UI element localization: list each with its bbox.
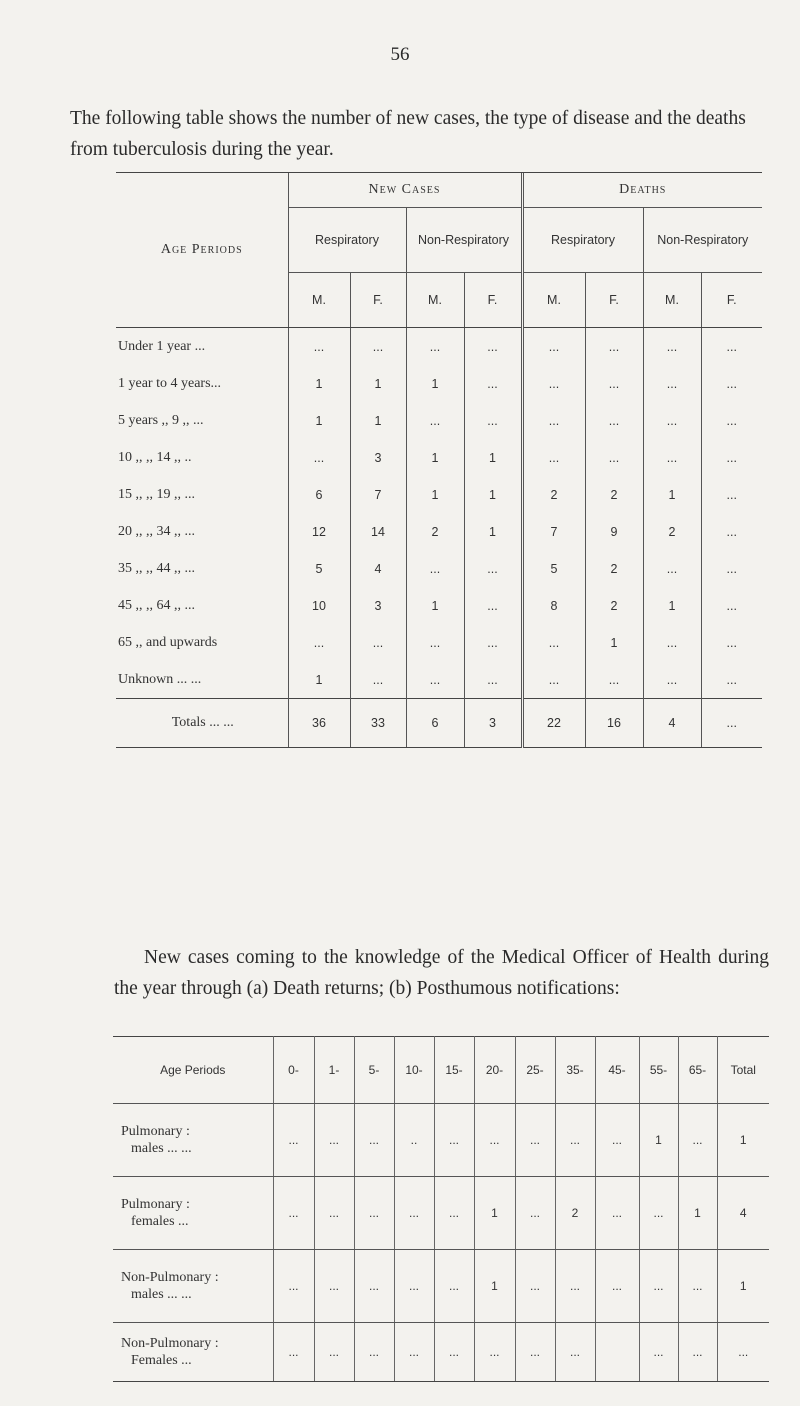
age-column-header: 0-	[273, 1037, 314, 1104]
table-cell: ...	[522, 402, 585, 439]
table-cell: ...	[515, 1323, 555, 1382]
table-cell: ...	[726, 561, 737, 576]
table-row	[116, 476, 762, 513]
age-column-header: 35-	[555, 1037, 595, 1104]
table-cell: 7	[350, 476, 406, 513]
table-row	[116, 328, 762, 366]
col-header-m: M.	[288, 273, 350, 328]
table-cell: 1	[464, 476, 522, 513]
table-cell: ...	[434, 1177, 474, 1250]
table-cell: ...	[726, 672, 737, 687]
notifications-table	[113, 1036, 769, 1382]
table-cell: ...	[678, 1104, 717, 1177]
table-cell: ...	[314, 1104, 354, 1177]
row-label	[113, 1250, 273, 1323]
table-cell: 3	[350, 587, 406, 624]
table-cell: 1	[288, 402, 350, 439]
table-cell: ...	[643, 365, 701, 402]
col-header-f: F.	[701, 273, 762, 328]
table-cell: ...	[350, 624, 406, 661]
deaths-respiratory-header: Respiratory	[522, 208, 643, 273]
table-cell: ...	[639, 1250, 678, 1323]
table-cell: ...	[726, 339, 737, 354]
row-label: Totals ... ...	[116, 699, 288, 748]
table-cell: 8	[522, 587, 585, 624]
table-cell: 1	[717, 1250, 769, 1323]
table-cell: 1	[585, 624, 643, 661]
table-cell: 6	[288, 476, 350, 513]
table-row	[113, 1104, 769, 1177]
table-cell: 10	[288, 587, 350, 624]
table-cell: 1	[464, 439, 522, 476]
table-row	[116, 439, 762, 476]
table-cell: ...	[643, 328, 701, 366]
table-cell: ...	[701, 699, 762, 748]
table-cell: ...	[555, 1104, 595, 1177]
table-row	[116, 402, 762, 439]
age-column-header: 55-	[639, 1037, 678, 1104]
table-cell: 2	[555, 1177, 595, 1250]
table-cell: ...	[643, 550, 701, 587]
age-column-header: Total	[717, 1037, 769, 1104]
totals-row	[116, 699, 762, 748]
table-row	[116, 365, 762, 402]
deaths-header: Deaths	[522, 173, 762, 208]
table-cell: ...	[522, 661, 585, 699]
table-cell: ...	[314, 1177, 354, 1250]
table-cell: ...	[585, 328, 643, 366]
table-cell: ...	[555, 1250, 595, 1323]
row-label: 5 years ,, 9 ,, ...	[116, 402, 288, 439]
row-label-line-1: Pulmonary :	[121, 1197, 190, 1212]
table-row	[116, 624, 762, 661]
table-cell: 1	[288, 661, 350, 699]
table-cell: 4	[350, 550, 406, 587]
table-cell: ...	[726, 376, 737, 391]
table-cell: ...	[464, 661, 522, 699]
table-cell: ...	[434, 1104, 474, 1177]
new-respiratory-header: Respiratory	[288, 208, 406, 273]
table-row	[113, 1177, 769, 1250]
table-cell: ...	[273, 1250, 314, 1323]
table-cell: ...	[726, 450, 737, 465]
table-cell: ...	[595, 1104, 639, 1177]
row-label: 1 year to 4 years...	[116, 365, 288, 402]
table-row	[116, 550, 762, 587]
table-cell: ...	[406, 624, 464, 661]
table-cell: ...	[726, 524, 737, 539]
col-header-m: M.	[643, 273, 701, 328]
table-cell: ...	[314, 1250, 354, 1323]
row-label: Unknown ... ...	[116, 661, 288, 699]
new-non-respiratory-header: Non-Respiratory	[406, 208, 522, 273]
table-cell: ...	[464, 550, 522, 587]
age-column-header: 15-	[434, 1037, 474, 1104]
intro-paragraph: The following table shows the number of new cases, the type of disease and the deaths from tuberculosis during the year.	[70, 108, 746, 160]
row-label: 15 ,, ,, 19 ,, ...	[116, 476, 288, 513]
table-cell: 1	[474, 1177, 515, 1250]
table-cell: 2	[406, 513, 464, 550]
table-cell: ...	[406, 661, 464, 699]
table-cell: ...	[273, 1104, 314, 1177]
table-row	[116, 661, 762, 699]
table-cell: ...	[354, 1250, 394, 1323]
table-cell: ...	[643, 402, 701, 439]
table-cell: ...	[394, 1250, 434, 1323]
table-cell: 1	[406, 365, 464, 402]
table-cell: ...	[643, 661, 701, 699]
table-cell: ...	[394, 1177, 434, 1250]
table-cell: ...	[515, 1250, 555, 1323]
table-cell: ...	[474, 1323, 515, 1382]
table-cell: ...	[464, 328, 522, 366]
row-label: 45 ,, ,, 64 ,, ...	[116, 587, 288, 624]
age-periods-header: Age Periods	[116, 173, 288, 328]
table-cell: ...	[406, 402, 464, 439]
table-cell: ...	[394, 1323, 434, 1382]
table-cell: ...	[522, 365, 585, 402]
row-label	[113, 1323, 273, 1382]
table-cell: 7	[522, 513, 585, 550]
row-label: 10 ,, ,, 14 ,, ..	[116, 439, 288, 476]
table-cell: ...	[522, 624, 585, 661]
col-header-f: F.	[464, 273, 522, 328]
row-label: Under 1 year ...	[116, 328, 288, 366]
table-cell: ...	[406, 328, 464, 366]
deaths-non-respiratory-header: Non-Respiratory	[643, 208, 762, 273]
table-cell: 4	[717, 1177, 769, 1250]
table-cell: 1	[406, 587, 464, 624]
table-cell: ...	[639, 1177, 678, 1250]
table-cell: ...	[464, 624, 522, 661]
table-cell: ...	[585, 439, 643, 476]
table-cell: ...	[585, 402, 643, 439]
table-cell: 5	[522, 550, 585, 587]
table-cell: 2	[585, 476, 643, 513]
table-cell: ...	[474, 1104, 515, 1177]
table-cell: 1	[643, 587, 701, 624]
table-cell: 6	[406, 699, 464, 748]
table-cell: ...	[522, 328, 585, 366]
col-header-f: F.	[585, 273, 643, 328]
table-cell: 2	[522, 476, 585, 513]
table-cell: ...	[678, 1250, 717, 1323]
table-cell: ...	[522, 439, 585, 476]
row-label: 65 ,, and upwards	[116, 624, 288, 661]
table-cell: 2	[585, 550, 643, 587]
row-label-line-2: males ... ...	[131, 1141, 192, 1156]
table-cell: 4	[643, 699, 701, 748]
row-label-line-1: Pulmonary :	[121, 1124, 190, 1139]
table-cell: ...	[595, 1250, 639, 1323]
table-cell: 1	[717, 1104, 769, 1177]
intro-paragraph-2: New cases coming to the knowledge of the Medical Officer of Health during the year through (a) Death returns; (b) Posthumous notifications:	[114, 947, 769, 999]
new-cases-header: New Cases	[288, 173, 522, 208]
table-cell: ...	[726, 598, 737, 613]
row-label-line-1: Non-Pulmonary :	[121, 1336, 219, 1351]
table-cell: ...	[726, 635, 737, 650]
table-row	[113, 1323, 769, 1382]
table-cell: ...	[726, 487, 737, 502]
table-cell: ...	[354, 1323, 394, 1382]
table-cell: ...	[726, 413, 737, 428]
row-label-line-2: males ... ...	[131, 1287, 192, 1302]
age-column-header: 65-	[678, 1037, 717, 1104]
table-cell: 1	[406, 439, 464, 476]
table-cell: 1	[678, 1177, 717, 1250]
age-column-header: 45-	[595, 1037, 639, 1104]
table-row	[116, 587, 762, 624]
table-cell: ...	[273, 1177, 314, 1250]
page-number: 56	[390, 44, 410, 65]
table-cell: ...	[350, 328, 406, 366]
table-cell: ...	[354, 1177, 394, 1250]
row-label-line-1: Non-Pulmonary :	[121, 1270, 219, 1285]
table-cell	[595, 1323, 639, 1382]
table-cell: 33	[350, 699, 406, 748]
table-cell: 2	[643, 513, 701, 550]
table-cell: ...	[585, 661, 643, 699]
table-cell: ...	[595, 1177, 639, 1250]
table-cell: ...	[515, 1104, 555, 1177]
table-cell: 2	[585, 587, 643, 624]
table-cell: ...	[350, 661, 406, 699]
table-cell: ...	[434, 1250, 474, 1323]
row-label-line-2: Females ...	[131, 1353, 192, 1368]
table-cell: 1	[406, 476, 464, 513]
table-cell: ...	[717, 1323, 769, 1382]
age-column-header: 1-	[314, 1037, 354, 1104]
row-label	[113, 1177, 273, 1250]
table-cell: ...	[314, 1323, 354, 1382]
table-cell: ...	[464, 365, 522, 402]
table-cell: ...	[643, 439, 701, 476]
col-header-m: M.	[406, 273, 464, 328]
table-cell: 5	[288, 550, 350, 587]
row-label	[113, 1104, 273, 1177]
table-cell: 1	[288, 365, 350, 402]
age-periods-header: Age Periods	[113, 1037, 273, 1104]
table-cell: ...	[464, 587, 522, 624]
age-column-header: 20-	[474, 1037, 515, 1104]
table-cell: 22	[522, 699, 585, 748]
table-cell: 3	[464, 699, 522, 748]
table-cell: 9	[585, 513, 643, 550]
table-row	[113, 1250, 769, 1323]
table-cell: 1	[474, 1250, 515, 1323]
table-cell: ...	[464, 402, 522, 439]
age-column-header: 10-	[394, 1037, 434, 1104]
tuberculosis-cases-deaths-table	[116, 172, 762, 748]
table-cell: ...	[434, 1323, 474, 1382]
table-cell: ...	[678, 1323, 717, 1382]
table-cell: ...	[585, 365, 643, 402]
table-cell: 36	[288, 699, 350, 748]
col-header-f: F.	[350, 273, 406, 328]
table-cell: 1	[643, 476, 701, 513]
table-row	[116, 513, 762, 550]
age-column-header: 5-	[354, 1037, 394, 1104]
row-label-line-2: females ...	[131, 1214, 189, 1229]
table-cell: ...	[643, 624, 701, 661]
table-cell: ...	[288, 624, 350, 661]
table-cell: ...	[273, 1323, 314, 1382]
table-cell: ...	[639, 1323, 678, 1382]
table-cell: ...	[515, 1177, 555, 1250]
table-cell: 3	[350, 439, 406, 476]
col-header-m: M.	[522, 273, 585, 328]
age-column-header: 25-	[515, 1037, 555, 1104]
table-cell: 16	[585, 699, 643, 748]
table-cell: 14	[350, 513, 406, 550]
table-cell: 12	[288, 513, 350, 550]
table-cell: 1	[350, 365, 406, 402]
table-cell: 1	[639, 1104, 678, 1177]
table-cell: 1	[464, 513, 522, 550]
table-cell: ...	[354, 1104, 394, 1177]
table-cell: ...	[555, 1323, 595, 1382]
row-label: 20 ,, ,, 34 ,, ...	[116, 513, 288, 550]
table-cell: 1	[350, 402, 406, 439]
row-label: 35 ,, ,, 44 ,, ...	[116, 550, 288, 587]
table-cell: ...	[406, 550, 464, 587]
table-cell: ..	[394, 1104, 434, 1177]
table-cell: ...	[288, 328, 350, 366]
table-cell: ...	[288, 439, 350, 476]
